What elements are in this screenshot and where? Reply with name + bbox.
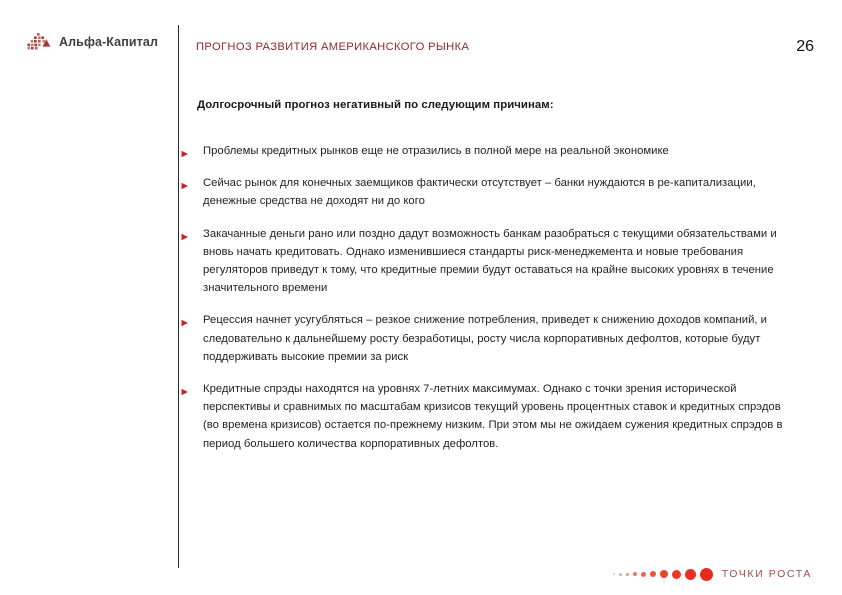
list-item-text: Сейчас рынок для конечных заемщиков фактически отсутствует – банки нуждаются в ре-капитализации, денежные средства не доходят ни до кого: [203, 177, 756, 208]
footer-dot: [672, 570, 681, 579]
page-title: ПРОГНОЗ РАЗВИТИЯ АМЕРИКАНСКОГО РЫНКА: [196, 41, 470, 53]
footer-dot: [650, 571, 656, 577]
growing-dots-gradient-icon: [613, 567, 713, 581]
section-subtitle: Долгосрочный прогноз негативный по следующим причинам:: [197, 99, 554, 111]
vertical-divider: [178, 25, 179, 568]
list-item-text: Закачанные деньги рано или поздно дадут возможность банкам разобраться с текущими обязательствами и вновь начать кредитовать. Однако изменившиеся стандарты риск-менеджемента и новые требования регуляторов приведут к тому, что кредитные премии будут оставаться на крайне высоких уровнях в течение значительного времени: [203, 227, 777, 295]
list-item-text: Кредитные спрэды находятся на уровнях 7-летних максимумах. Однако с точки зрения исторической перспективы и сравнимых по масштабам кризисов текущий уровень процентных ставок и кредитных спрэдов (во времена кризисов) остается по-прежнему низким. При этом мы не ожидаем сужения кредитных спрэдов в период большего количества корпоративных дефолтов.: [203, 383, 783, 450]
list-item: [181, 379, 799, 452]
alfa-capital-triangle-dots-logo-icon: [26, 33, 52, 51]
list-item: [181, 173, 799, 209]
list-item-text: Рецессия начнет усугубляться – резкое снижение потребления, приведет к снижению доходов компаний, и следовательно к дальнейшему росту безработицы, росту числа корпоративных дефолтов, которые будут поддерживать высокие премии за риск: [203, 314, 768, 363]
footer-dot: [660, 570, 668, 578]
bullet-list: [181, 141, 799, 466]
page-number: 26: [796, 38, 814, 55]
footer-brand: [613, 567, 812, 581]
triangle-right-bullet-icon: [181, 314, 189, 322]
triangle-right-bullet-icon: [181, 228, 189, 236]
list-item: [181, 224, 799, 297]
list-item: [181, 141, 799, 159]
footer-dot: [633, 572, 637, 576]
list-item: [181, 310, 799, 365]
list-item-text: Проблемы кредитных рынков еще не отразились в полной мере на реальной экономике: [203, 145, 669, 157]
footer-dot: [685, 569, 696, 580]
footer-dot: [700, 568, 713, 581]
footer-brand-text: ТОЧКИ РОСТА: [721, 568, 812, 580]
brand-logo: [26, 33, 158, 51]
footer-dot: [613, 573, 615, 575]
triangle-right-bullet-icon: [181, 383, 189, 391]
footer-dot: [641, 572, 646, 577]
brand-logo-text: Альфа-Капитал: [59, 35, 158, 49]
footer-dot: [619, 573, 622, 576]
footer-dot: [626, 573, 629, 576]
triangle-right-bullet-icon: [181, 145, 189, 153]
triangle-right-bullet-icon: [181, 177, 189, 185]
